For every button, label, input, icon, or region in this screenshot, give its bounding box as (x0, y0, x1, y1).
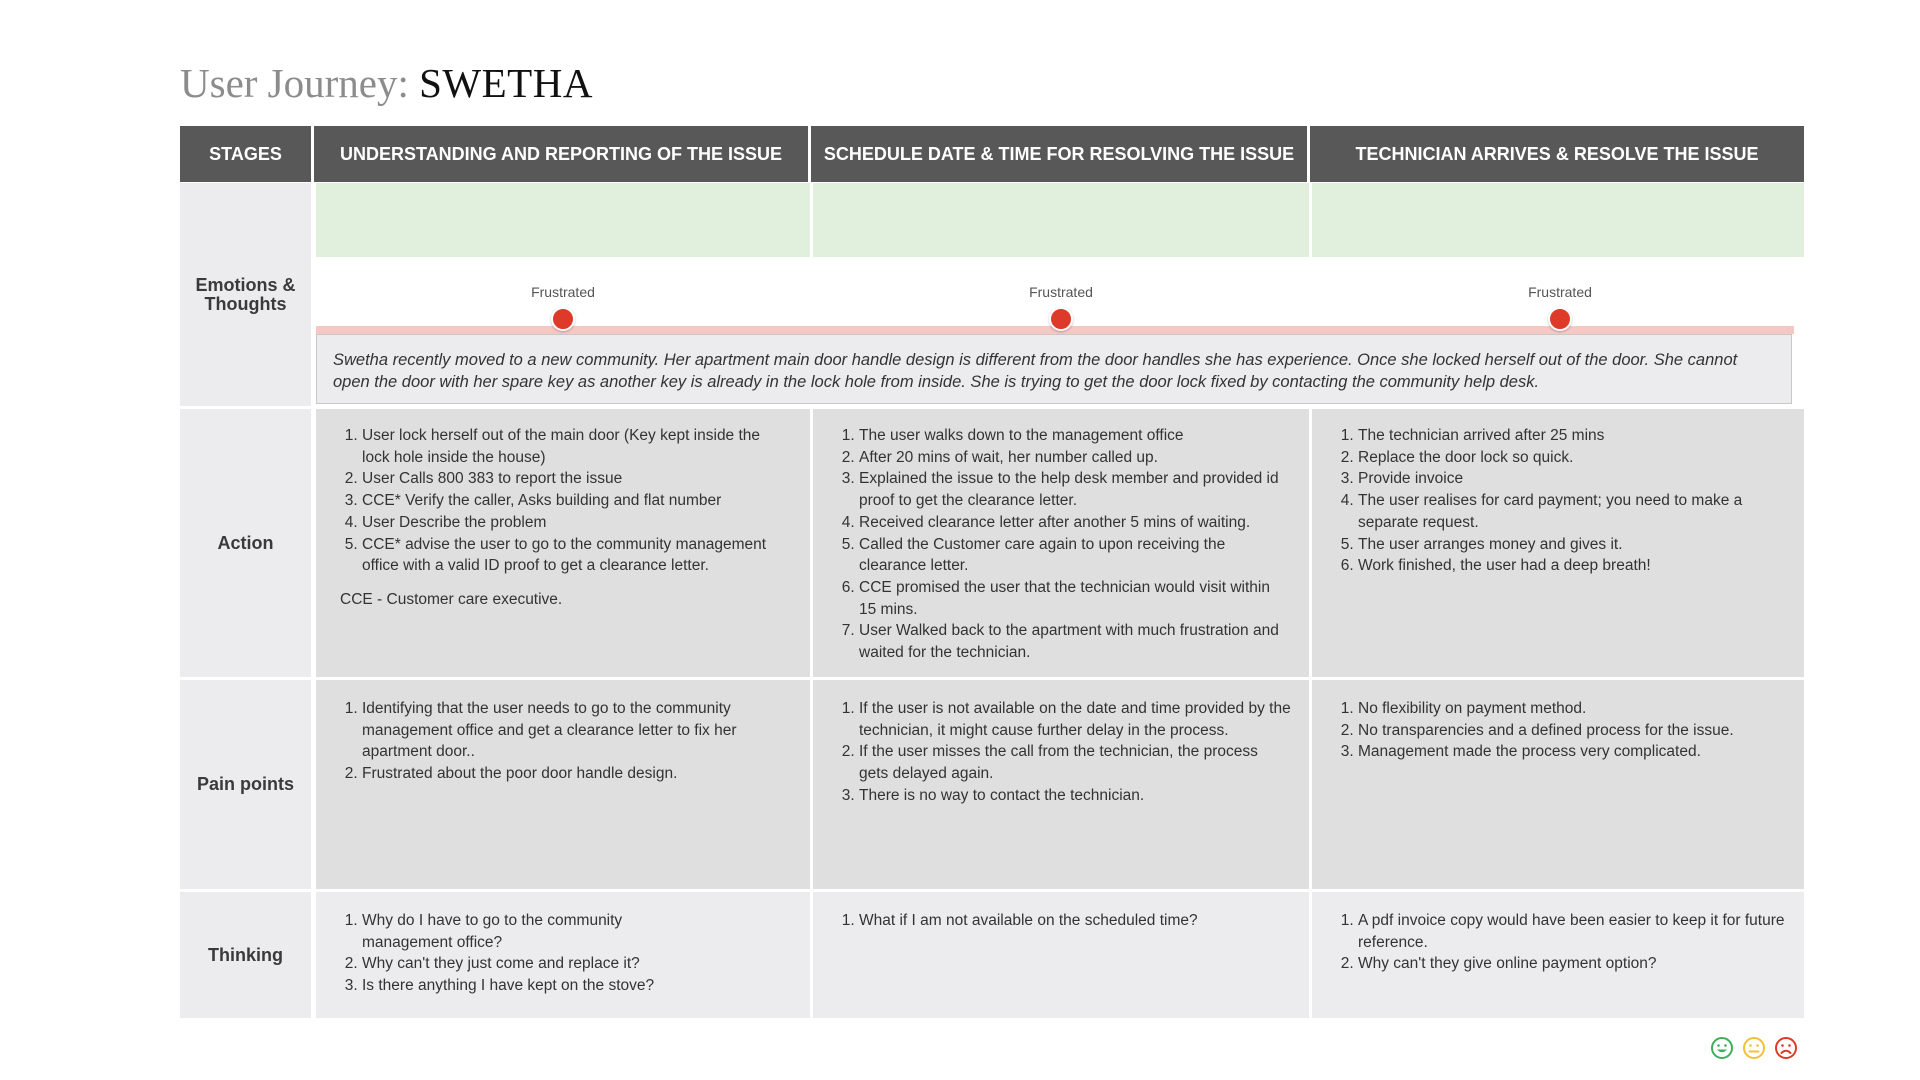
list-item: 5. Called the Customer care again to upon receiving the clearance letter. (859, 534, 1291, 577)
pain-cell-1 (316, 680, 810, 889)
list-item: 2. User Calls 800 383 to report the issue (362, 468, 790, 490)
list-item: 1. If the user is not available on the date and time provided by the technician, it might cause further delay in the process. (859, 698, 1291, 741)
list-item: 3. Management made the process very complicated. (1358, 741, 1786, 763)
emotions-label-text: Emotions & Thoughts (195, 274, 296, 314)
list-item: 2. Replace the door lock so quick. (1358, 447, 1786, 469)
thinking-cell-1 (316, 892, 810, 1018)
thinking-list-2 (837, 910, 1291, 932)
persona-name: SWETHA (419, 60, 593, 106)
title-prefix: User Journey: (180, 60, 409, 106)
list-item: 5. CCE* advise the user to go to the community management office with a valid ID proof to get a clearance letter. (362, 534, 790, 577)
pain-cell-2 (813, 680, 1309, 889)
neutral-face-icon (1742, 1036, 1766, 1060)
action-list-1 (340, 425, 790, 577)
thinking-cell-3 (1312, 892, 1804, 1018)
list-item: 2. Frustrated about the poor door handle design. (362, 763, 790, 785)
list-item: 4. User Describe the problem (362, 512, 790, 534)
thinking-list-3 (1336, 910, 1786, 975)
action-list-2 (837, 425, 1291, 664)
list-item: 1. The technician arrived after 25 mins (1358, 425, 1786, 447)
list-item: 1. What if I am not available on the scheduled time? (859, 910, 1291, 932)
action-list-3 (1336, 425, 1786, 577)
header-stages: STAGES (180, 126, 311, 182)
emotion-positive-zone (1312, 183, 1804, 257)
action-cell-2 (813, 409, 1309, 677)
pain-list-1 (340, 698, 790, 785)
emotion-marker (551, 307, 575, 331)
list-item: 1. A pdf invoice copy would have been easier to keep it for future reference. (1358, 910, 1786, 953)
list-item: 4. Received clearance letter after another 5 mins of waiting. (859, 512, 1291, 534)
list-item: 5. The user arranges money and gives it. (1358, 534, 1786, 556)
list-item: 4. The user realises for card payment; you need to make a separate request. (1358, 490, 1786, 533)
list-item: 1. No flexibility on payment method. (1358, 698, 1786, 720)
list-item: 7. User Walked back to the apartment with much frustration and waited for the technician. (859, 620, 1291, 663)
action-footnote: CCE - Customer care executive. (340, 590, 563, 608)
list-item: 1. Why do I have to go to the community management office? (362, 910, 790, 953)
thinking-cell-2 (813, 892, 1309, 1018)
page-title (180, 58, 593, 108)
list-item: 2. After 20 mins of wait, her number called up. (859, 447, 1291, 469)
action-cell-1 (316, 409, 810, 677)
list-item: 1. Identifying that the user needs to go to the community management office and get a clearance letter to fix her apartment door.. (362, 698, 790, 763)
list-item: 2. Why can't they give online payment option? (1358, 953, 1786, 975)
sad-face-icon (1774, 1036, 1798, 1060)
list-item: 1. The user walks down to the management office (859, 425, 1291, 447)
emotion-label: Frustrated (1528, 284, 1592, 300)
list-item: 3. Provide invoice (1358, 468, 1786, 490)
emotion-positive-zone (813, 183, 1309, 257)
row-label-pain-points: Pain points (180, 680, 311, 889)
emotion-label: Frustrated (1029, 284, 1093, 300)
row-label-emotions (180, 183, 311, 406)
list-item: 6. Work finished, the user had a deep breath! (1358, 555, 1786, 577)
list-item: 3. There is no way to contact the technician. (859, 785, 1291, 807)
list-item: 2. If the user misses the call from the technician, the process gets delayed again. (859, 741, 1291, 784)
pain-list-3 (1336, 698, 1786, 763)
list-item: 1. User lock herself out of the main door (Key kept inside the lock hole inside the house) (362, 425, 790, 468)
list-item: 3. Explained the issue to the help desk member and provided id proof to get the clearance letter. (859, 468, 1291, 511)
thinking-list-1 (340, 910, 790, 997)
pain-cell-3 (1312, 680, 1804, 889)
pain-list-2 (837, 698, 1291, 807)
row-label-action: Action (180, 409, 311, 677)
emotion-marker (1548, 307, 1572, 331)
action-cell-3 (1312, 409, 1804, 677)
emotion-marker (1049, 307, 1073, 331)
header-stage-3: TECHNICIAN ARRIVES & RESOLVE THE ISSUE (1310, 126, 1804, 182)
row-label-thinking: Thinking (180, 892, 311, 1018)
user-story: Swetha recently moved to a new community. Her apartment main door handle design is different from the door handles she has experience. Once she locked herself out of the door. She cannot open the door with her spare key as another key is already in the lock hole from inside. She is trying to get the door lock fixed by contacting the community help desk. (316, 334, 1792, 404)
emotion-positive-zone (316, 183, 810, 257)
header-stage-2: SCHEDULE DATE & TIME FOR RESOLVING THE ISSUE (811, 126, 1307, 182)
happy-face-icon (1710, 1036, 1734, 1060)
list-item: 2. Why can't they just come and replace it? (362, 953, 790, 975)
list-item: 6. CCE promised the user that the technician would visit within 15 mins. (859, 577, 1291, 620)
list-item: 2. No transparencies and a defined process for the issue. (1358, 720, 1786, 742)
header-stage-1: UNDERSTANDING AND REPORTING OF THE ISSUE (314, 126, 808, 182)
list-item: 3. Is there anything I have kept on the stove? (362, 975, 790, 997)
emotion-label: Frustrated (531, 284, 595, 300)
list-item: 3. CCE* Verify the caller, Asks building and flat number (362, 490, 790, 512)
